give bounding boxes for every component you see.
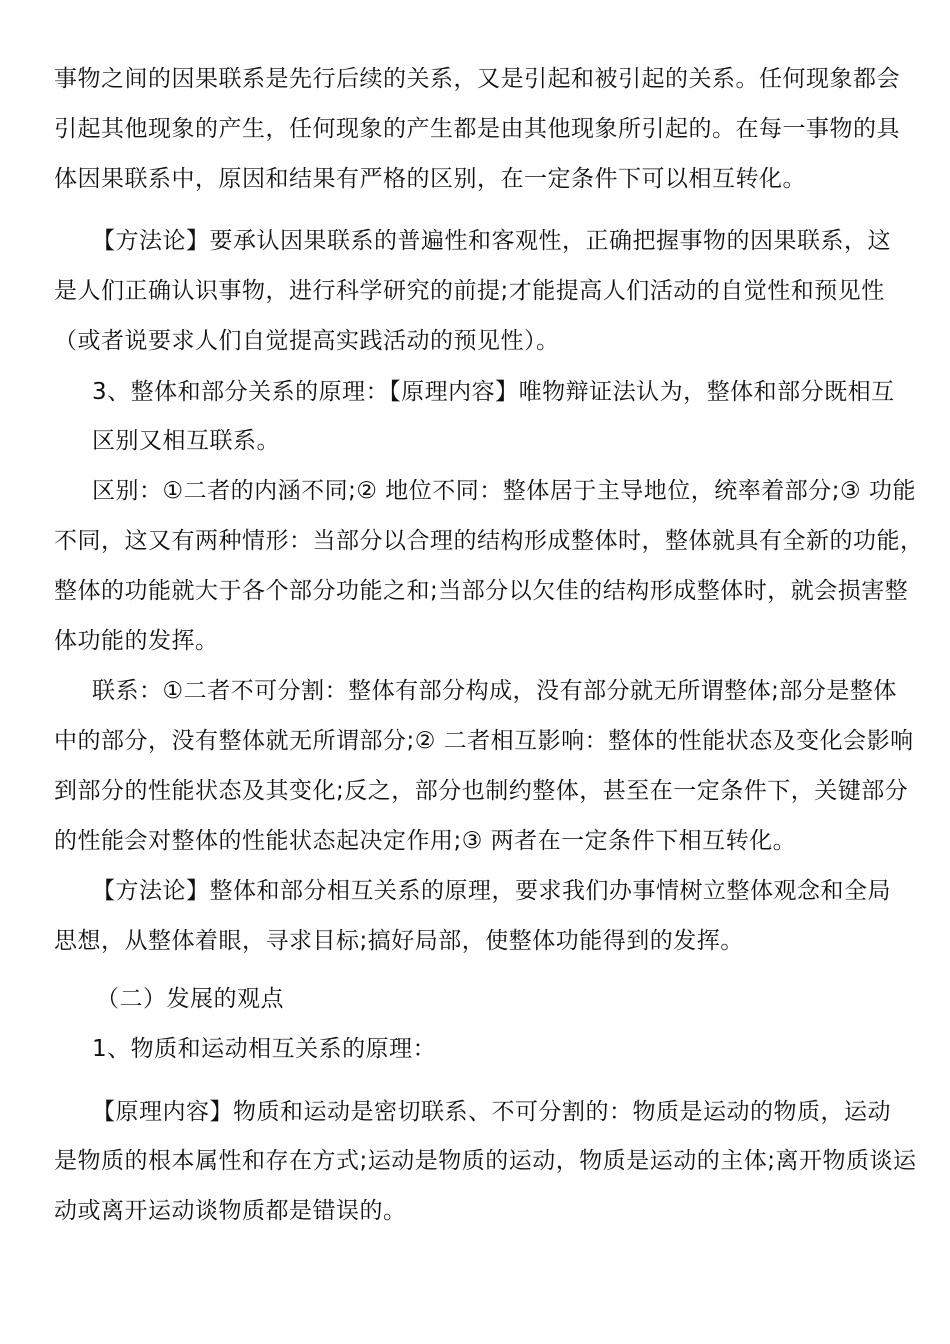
text-line: 体因果联系中，原因和结果有严格的区别，在一定条件下可以相互转化。: [54, 166, 806, 192]
text-line: 整体的功能就大于各个部分功能之和;当部分以欠佳的结构形成整体时，就会损害整: [54, 578, 909, 604]
text-line: 区别又相互联系。: [92, 428, 280, 454]
text-line: 动或离开运动谈物质都是错误的。: [54, 1198, 407, 1224]
text-line: 不同，这又有两种情形：当部分以合理的结构形成整体时，整体就具有全新的功能，: [54, 528, 924, 554]
text-line: 的性能会对整体的性能状态起决定作用;③ 两者在一定条件下相互转化。: [54, 828, 797, 854]
text-line: 事物之间的因果联系是先行后续的关系，又是引起和被引起的关系。任何现象都会: [54, 66, 900, 92]
text-line: 到部分的性能状态及其变化;反之，部分也制约整体，甚至在一定条件下，关键部分: [54, 778, 909, 804]
text-line: 中的部分，没有整体就无所谓部分;② 二者相互影响：整体的性能状态及变化会影响: [54, 728, 914, 754]
text-line: 体功能的发挥。: [54, 628, 219, 654]
text-line: 思想，从整体着眼，寻求目标;搞好局部，使整体功能得到的发挥。: [54, 928, 744, 954]
text-line: 3、整体和部分关系的原理：【原理内容】唯物辩证法认为，整体和部分既相互: [92, 379, 895, 405]
text-line: 引起其他现象的产生，任何现象的产生都是由其他现象所引起的。在每一事物的具: [54, 116, 900, 142]
section-heading: （二）发展的观点: [96, 986, 284, 1012]
text-line: 【方法论】要承认因果联系的普遍性和客观性，正确把握事物的因果联系，这: [92, 228, 891, 254]
text-line: 【原理内容】物质和运动是密切联系、不可分割的：物质是运动的物质，运动: [92, 1099, 891, 1125]
text-line: 联系：①二者不可分割：整体有部分构成，没有部分就无所谓整体;部分是整体: [92, 678, 897, 704]
text-line: 区别：①二者的内涵不同;② 地位不同：整体居于主导地位，统率着部分;③ 功能: [92, 478, 916, 504]
text-line: （或者说要求人们自觉提高实践活动的预见性）。: [54, 328, 560, 354]
text-line: 是物质的根本属性和存在方式;运动是物质的运动，物质是运动的主体;离开物质谈运: [54, 1148, 917, 1174]
text-line: 是人们正确认识事物，进行科学研究的前提;才能提高人们活动的自觉性和预见性: [54, 278, 885, 304]
subsection-heading: 1、物质和运动相互关系的原理：: [92, 1036, 437, 1062]
text-line: 【方法论】整体和部分相互关系的原理，要求我们办事情树立整体观念和全局: [92, 878, 891, 904]
